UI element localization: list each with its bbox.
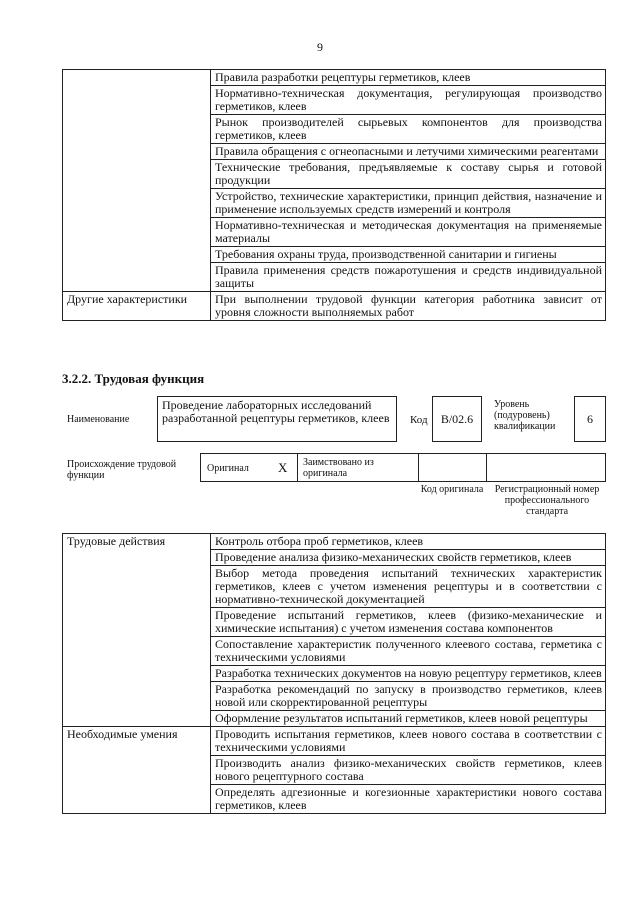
name-label: Наименование — [67, 414, 130, 425]
knowledge-table — [62, 69, 606, 321]
labor-actions-table — [62, 533, 606, 814]
knowledge-item: Устройство, технические характеристики, принцип действия, назначение и применение используемых средств измерений и контроля — [211, 189, 606, 218]
action-item: Оформление результатов испытаний герметиков, клеев новой рецептуры — [211, 711, 606, 727]
page-number: 9 — [317, 40, 323, 54]
origin-divider-1 — [297, 453, 298, 482]
skill-item: Проводить испытания герметиков, клеев нового состава в соответствии с техническими условиями — [211, 727, 606, 756]
action-item: Разработка рекомендаций по запуску в производство герметиков, клеев новой или скорректированной рецептуры — [211, 682, 606, 711]
action-item: Проведение анализа физико-механических свойств герметиков, клеев — [211, 550, 606, 566]
knowledge-item: Правила применения средств пожаротушения и средств индивидуальной защиты — [211, 263, 606, 292]
code-value: B/02.6 — [440, 412, 474, 426]
function-name: Проведение лабораторных исследований разработанной рецептуры герметиков, клеев — [162, 398, 390, 425]
action-item: Контроль отбора проб герметиков, клеев — [211, 534, 606, 550]
skill-item: Производить анализ физико-механических свойств герметиков, клеев нового рецептурного состава — [211, 756, 606, 785]
section-title: 3.2.2. Трудовая функция — [62, 371, 205, 386]
skill-item: Определять адгезионные и когезионные характеристики нового состава герметиков, клеев — [211, 785, 606, 814]
reg-number-caption: Регистрационный номер профессионального стандарта — [494, 484, 600, 517]
origin-divider-3 — [486, 453, 487, 482]
knowledge-item: Рынок производителей сырьевых компонентов для производства герметиков, клеев — [211, 115, 606, 144]
other-characteristics-label: Другие характеристики — [63, 292, 211, 321]
action-item: Разработка технических документов на новую рецептуру герметиков, клеев — [211, 666, 606, 682]
knowledge-item: Нормативно-техническая документация, регулирующая производство герметиков, клеев — [211, 86, 606, 115]
function-name-box — [157, 396, 397, 442]
other-characteristics-value: При выполнении трудовой функции категория работника зависит от уровня сложности выполняемых работ — [211, 292, 606, 321]
original-label: Оригинал — [207, 463, 249, 474]
actions-label: Трудовые действия — [63, 534, 211, 727]
origin-label: Происхождение трудовой функции — [67, 459, 177, 481]
level-label: Уровень (подуровень) квалификации — [494, 399, 556, 432]
level-box — [574, 396, 606, 442]
original-mark: X — [278, 460, 288, 475]
borrowed-label: Заимствовано из оригинала — [303, 457, 374, 479]
skills-label: Необходимые умения — [63, 727, 211, 814]
knowledge-item: Требования охраны труда, производственной санитарии и гигиены — [211, 247, 606, 263]
knowledge-item: Технические требования, предъявляемые к составу сырья и готовой продукции — [211, 160, 606, 189]
action-item: Сопоставление характеристик полученного клеевого состава, герметика с техническими условиями — [211, 637, 606, 666]
origin-divider-2 — [418, 453, 419, 482]
code-label: Код — [410, 414, 428, 426]
action-item: Выбор метода проведения испытаний технических характеристик герметиков, клеев с учетом изменения рецептуры и в соответствии с нормативно-технической документацией — [211, 566, 606, 608]
code-box — [432, 396, 482, 442]
knowledge-item: Правила разработки рецептуры герметиков, клеев — [211, 70, 606, 86]
code-original-caption: Код оригинала — [420, 484, 484, 495]
knowledge-item: Нормативно-техническая и методическая документация на применяемые материалы — [211, 218, 606, 247]
action-item: Проведение испытаний герметиков, клеев (физико-механические и химические испытания) с учетом изменения состава компонентов — [211, 608, 606, 637]
knowledge-item: Правила обращения с огнеопасными и летучими химическими реагентами — [211, 144, 606, 160]
level-value: 6 — [587, 412, 593, 426]
knowledge-label-cell — [63, 70, 211, 292]
